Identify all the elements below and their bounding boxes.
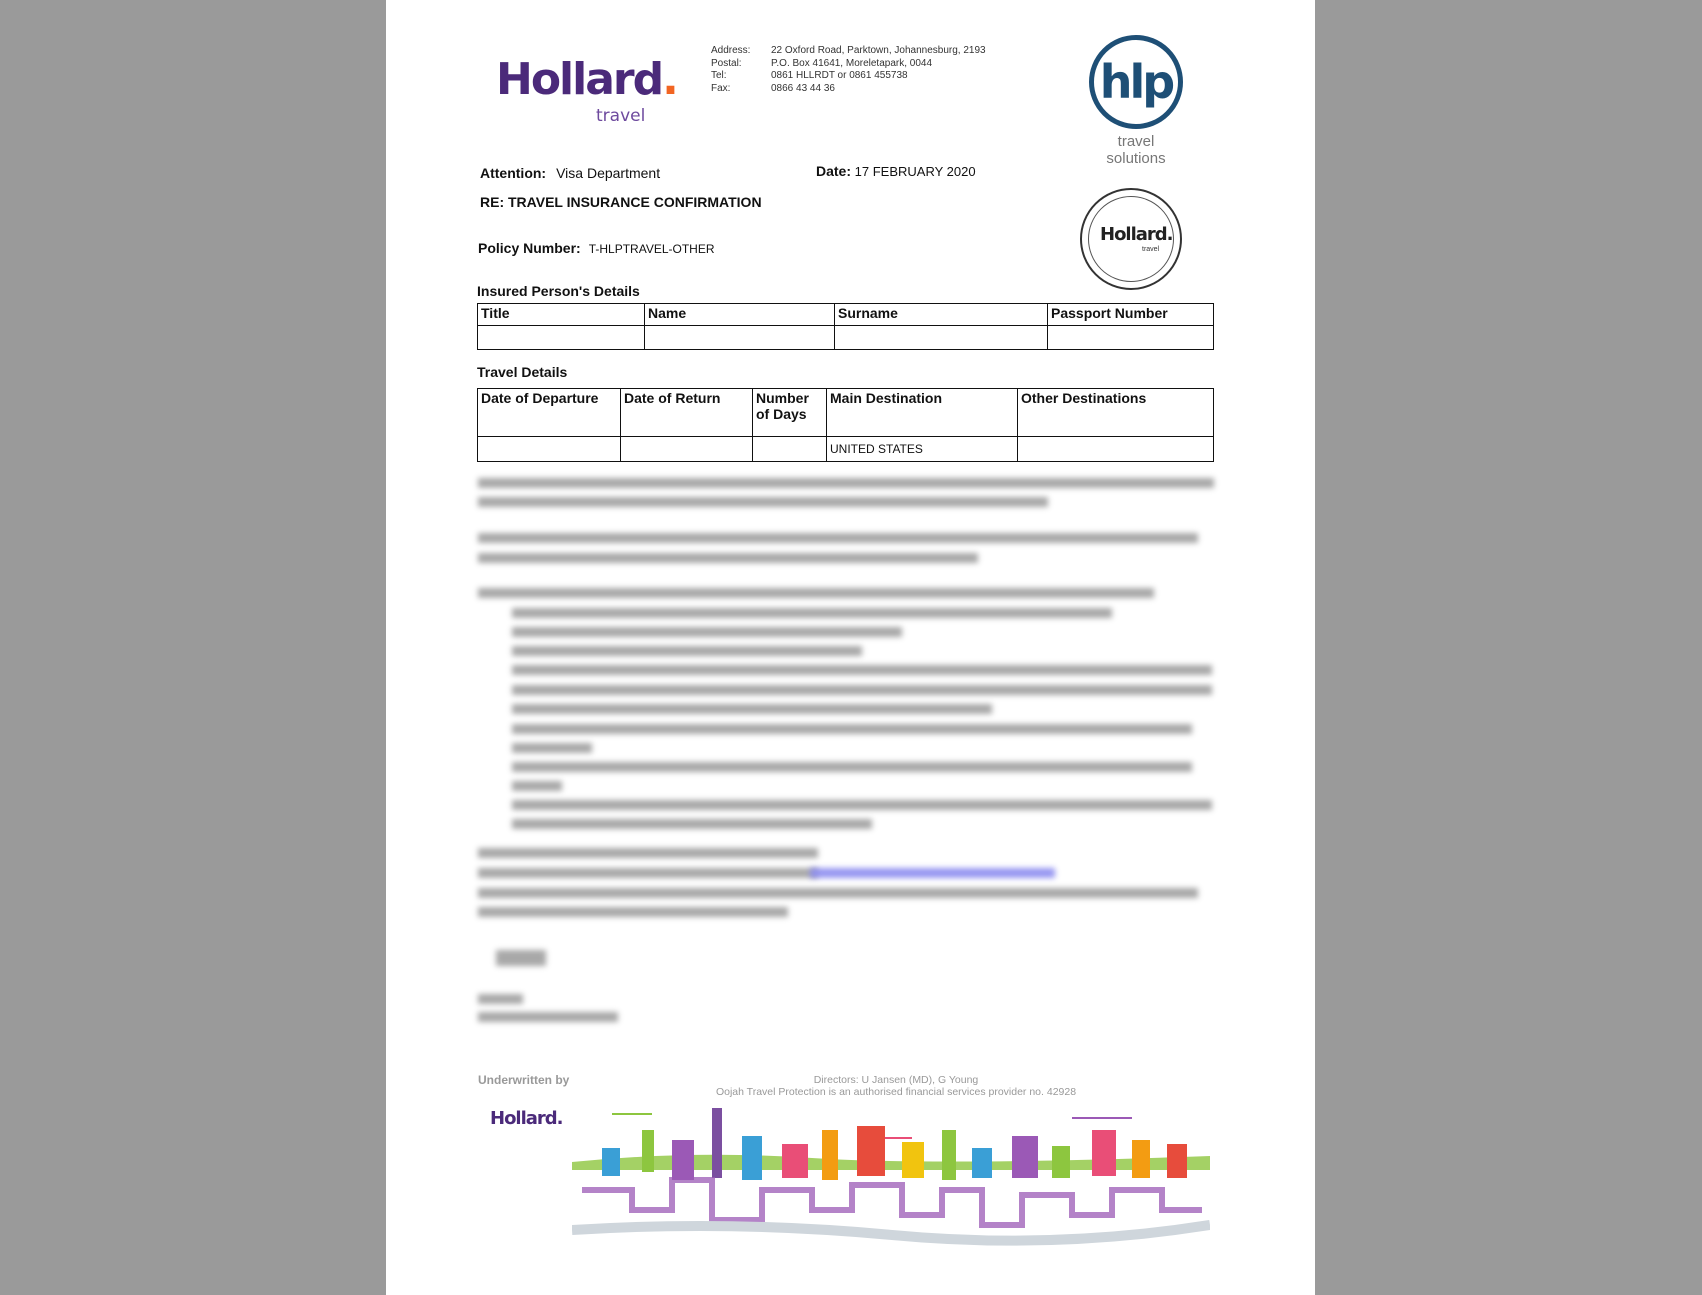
policy-number: Policy Number: T-HLPTRAVEL-OTHER	[478, 240, 715, 256]
travel-cell-main-destination: UNITED STATES	[827, 437, 1018, 462]
insured-table	[477, 303, 1214, 350]
travel-col-departure: Date of Departure	[478, 389, 621, 437]
insured-section-title: Insured Person's Details	[477, 283, 640, 299]
hollard-logo	[496, 54, 677, 132]
document-page	[386, 0, 1315, 1295]
hollard-logo-text: Hollard.	[496, 54, 677, 105]
insured-col-title: Title	[478, 304, 645, 326]
insured-cell-surname	[835, 326, 1048, 350]
insured-cell-name	[645, 326, 835, 350]
travel-table	[477, 388, 1214, 462]
insured-col-name: Name	[645, 304, 835, 326]
attention-line: Attention: Visa Department	[480, 165, 661, 181]
hollard-logo-sub: travel	[596, 106, 646, 126]
insured-cell-title	[478, 326, 645, 350]
hlp-logo-mark: hlp	[1089, 35, 1183, 129]
travel-cell-other-destinations	[1018, 437, 1214, 462]
travel-cell-days	[753, 437, 827, 462]
company-stamp: Hollard. travel	[1080, 188, 1182, 290]
company-address: Address: 22 Oxford Road, Parktown, Johannesburg, 2193 Postal: P.O. Box 41641, Moreletapark, 0044 Tel: 0861 HLLRDT or 0861 455738 Fax: 0866 43 44 36	[711, 45, 986, 94]
insured-cell-passport	[1048, 326, 1214, 350]
travel-col-days: Number of Days	[753, 389, 827, 437]
subject-line: RE: TRAVEL INSURANCE CONFIRMATION	[480, 194, 762, 210]
travel-col-other-destinations: Other Destinations	[1018, 389, 1214, 437]
insured-col-surname: Surname	[835, 304, 1048, 326]
travel-section-title: Travel Details	[477, 364, 568, 380]
directors-note: Directors: U Jansen (MD), G Young Oojah Travel Protection is an authorised financial services provider no. 42928	[715, 1074, 1077, 1098]
skyline-illustration	[572, 1100, 1210, 1270]
travel-cell-departure	[478, 437, 621, 462]
footer-hollard-logo: Hollard.	[490, 1108, 563, 1129]
travel-col-main-destination: Main Destination	[827, 389, 1018, 437]
hlp-logo	[1076, 35, 1196, 175]
insured-col-passport: Passport Number	[1048, 304, 1214, 326]
hlp-logo-sub: travel solutions	[1106, 133, 1166, 167]
travel-col-return: Date of Return	[621, 389, 753, 437]
travel-cell-return	[621, 437, 753, 462]
date-line: Date: 17 FEBRUARY 2020	[816, 163, 976, 179]
underwritten-by: Underwritten by	[478, 1073, 570, 1087]
